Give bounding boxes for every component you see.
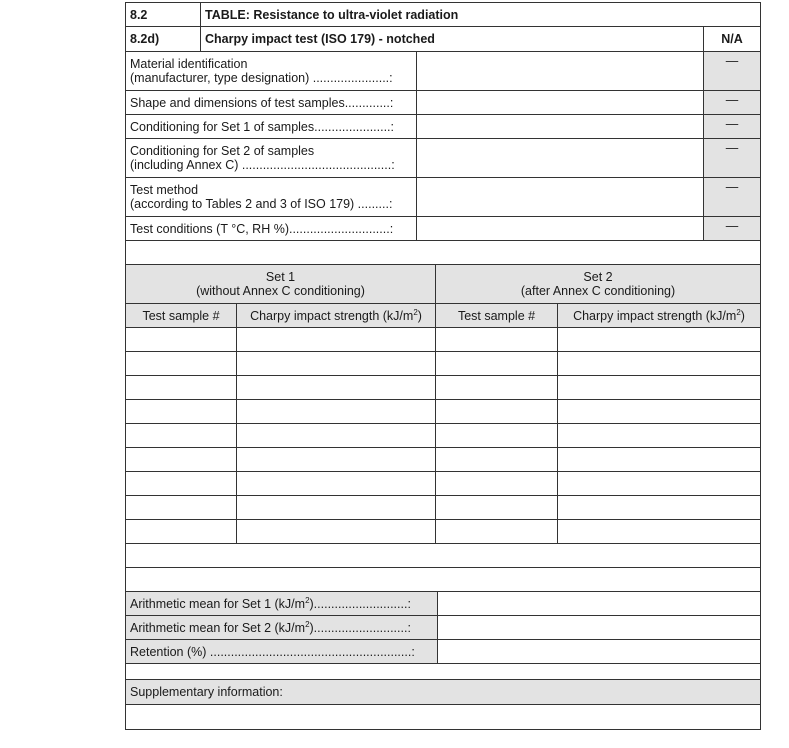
strength-cell[interactable] — [558, 352, 761, 376]
mean-label-tail: )...........................: — [309, 596, 411, 611]
col-header-strength-set1 — [237, 304, 436, 328]
sample-cell[interactable] — [436, 472, 558, 496]
set2-title: Set 2 — [583, 270, 613, 284]
field-verdict: — — [704, 178, 761, 217]
strength-cell[interactable] — [237, 400, 436, 424]
field-row-test-conditions — [126, 217, 761, 241]
sample-cell[interactable] — [126, 400, 237, 424]
header-table — [125, 2, 761, 52]
sample-cell[interactable] — [436, 376, 558, 400]
field-verdict: — — [704, 52, 761, 91]
field-row-conditioning-set1 — [126, 115, 761, 139]
section-number: 8.2 — [126, 3, 201, 27]
field-label-line1: Material identification — [130, 57, 248, 71]
field-row-conditioning-set2 — [126, 139, 761, 178]
info-fields-table — [125, 51, 761, 265]
field-label: Conditioning for Set 1 of samples......................: — [126, 115, 417, 139]
retention-value[interactable] — [438, 640, 761, 664]
set1-title: Set 1 — [265, 270, 296, 284]
col-header-text: Charpy impact strength (kJ/m — [250, 308, 414, 323]
set1-header — [126, 265, 436, 304]
table-row — [126, 448, 761, 472]
table-row — [126, 352, 761, 376]
field-verdict: — — [704, 139, 761, 178]
field-label: Shape and dimensions of test samples.............: — [126, 91, 417, 115]
field-label-line2: (including Annex C) ...........................................: — [130, 158, 395, 172]
results-table — [125, 567, 761, 730]
field-label: Test conditions (T °C, RH %).............................: — [126, 217, 417, 241]
table-row — [126, 520, 761, 544]
verdict-header: N/A — [704, 27, 761, 52]
field-label — [126, 139, 417, 178]
strength-cell[interactable] — [558, 520, 761, 544]
mean-label-text: Arithmetic mean for Set 1 (kJ/m — [130, 596, 306, 611]
field-label-line2: (manufacturer, type designation) ......................: — [130, 71, 393, 85]
field-row-material — [126, 52, 761, 91]
field-row-shape — [126, 91, 761, 115]
strength-cell[interactable] — [558, 328, 761, 352]
unit-exponent: 2 — [305, 595, 310, 605]
field-value-material[interactable] — [417, 52, 704, 91]
strength-cell[interactable] — [237, 472, 436, 496]
mean-label-tail: )...........................: — [309, 620, 411, 635]
field-label-line2: (according to Tables 2 and 3 of ISO 179) .........: — [130, 197, 393, 211]
sample-cell[interactable] — [436, 328, 558, 352]
section-title: TABLE: Resistance to ultra-violet radiation — [201, 3, 761, 27]
mean-set1-label — [126, 592, 438, 616]
field-verdict: — — [704, 217, 761, 241]
table-row — [126, 472, 761, 496]
set2-subtitle: (after Annex C conditioning) — [520, 284, 676, 298]
strength-cell[interactable] — [558, 400, 761, 424]
field-value-conditioning-set2[interactable] — [417, 139, 704, 178]
table-row — [126, 424, 761, 448]
field-label-line1: Conditioning for Set 2 of samples — [130, 144, 315, 158]
strength-cell[interactable] — [237, 424, 436, 448]
mean-set2-label — [126, 616, 438, 640]
sample-cell[interactable] — [436, 448, 558, 472]
col-header-close: ) — [740, 308, 745, 323]
unit-exponent: 2 — [736, 307, 741, 317]
strength-cell[interactable] — [558, 376, 761, 400]
subsection-number: 8.2d) — [126, 27, 201, 52]
strength-cell[interactable] — [237, 328, 436, 352]
samples-table — [125, 264, 761, 568]
sample-cell[interactable] — [126, 448, 237, 472]
table-row — [126, 496, 761, 520]
spacer-row — [126, 544, 761, 568]
mean-set2-value[interactable] — [438, 616, 761, 640]
field-value-shape[interactable] — [417, 91, 704, 115]
mean-label-text: Arithmetic mean for Set 2 (kJ/m — [130, 620, 306, 635]
test-report-table — [125, 2, 760, 730]
mean-set1-value[interactable] — [438, 592, 761, 616]
strength-cell[interactable] — [237, 448, 436, 472]
col-header-sample-set2: Test sample # — [436, 304, 558, 328]
supplementary-value[interactable] — [126, 705, 761, 730]
sample-cell[interactable] — [436, 496, 558, 520]
unit-exponent: 2 — [305, 619, 310, 629]
sample-cell[interactable] — [436, 400, 558, 424]
strength-cell[interactable] — [558, 472, 761, 496]
strength-cell[interactable] — [237, 352, 436, 376]
sample-cell[interactable] — [126, 472, 237, 496]
field-row-test-method — [126, 178, 761, 217]
subsection-title: Charpy impact test (ISO 179) - notched — [201, 27, 704, 52]
retention-label: Retention (%) ..........................................................: — [126, 640, 438, 664]
sample-cell[interactable] — [126, 352, 237, 376]
field-value-conditioning-set1[interactable] — [417, 115, 704, 139]
field-verdict: — — [704, 115, 761, 139]
sample-cell[interactable] — [126, 520, 237, 544]
sample-cell[interactable] — [126, 424, 237, 448]
spacer-row — [126, 241, 761, 265]
col-header-strength-set2 — [558, 304, 761, 328]
col-header-close: ) — [417, 308, 422, 323]
unit-exponent: 2 — [413, 307, 418, 317]
spacer-row — [126, 664, 761, 680]
set1-subtitle: (without Annex C conditioning) — [196, 284, 365, 298]
col-header-text: Charpy impact strength (kJ/m — [573, 308, 737, 323]
sample-cell[interactable] — [436, 424, 558, 448]
table-row — [126, 376, 761, 400]
field-value-test-conditions[interactable] — [417, 217, 704, 241]
supplementary-label: Supplementary information: — [126, 680, 761, 705]
sample-cell[interactable] — [436, 352, 558, 376]
field-value-test-method[interactable] — [417, 178, 704, 217]
sample-cell[interactable] — [126, 376, 237, 400]
field-label — [126, 52, 417, 91]
strength-cell[interactable] — [558, 448, 761, 472]
col-header-sample-set1: Test sample # — [126, 304, 237, 328]
strength-cell[interactable] — [558, 496, 761, 520]
strength-cell[interactable] — [237, 496, 436, 520]
table-row — [126, 400, 761, 424]
set2-header — [436, 265, 761, 304]
strength-cell[interactable] — [237, 520, 436, 544]
strength-cell[interactable] — [558, 424, 761, 448]
spacer-row — [126, 568, 761, 592]
sample-cell[interactable] — [126, 496, 237, 520]
sample-cell[interactable] — [436, 520, 558, 544]
field-verdict: — — [704, 91, 761, 115]
strength-cell[interactable] — [237, 376, 436, 400]
table-row — [126, 328, 761, 352]
field-label — [126, 178, 417, 217]
sample-cell[interactable] — [126, 328, 237, 352]
field-label-line1: Test method — [130, 183, 199, 197]
